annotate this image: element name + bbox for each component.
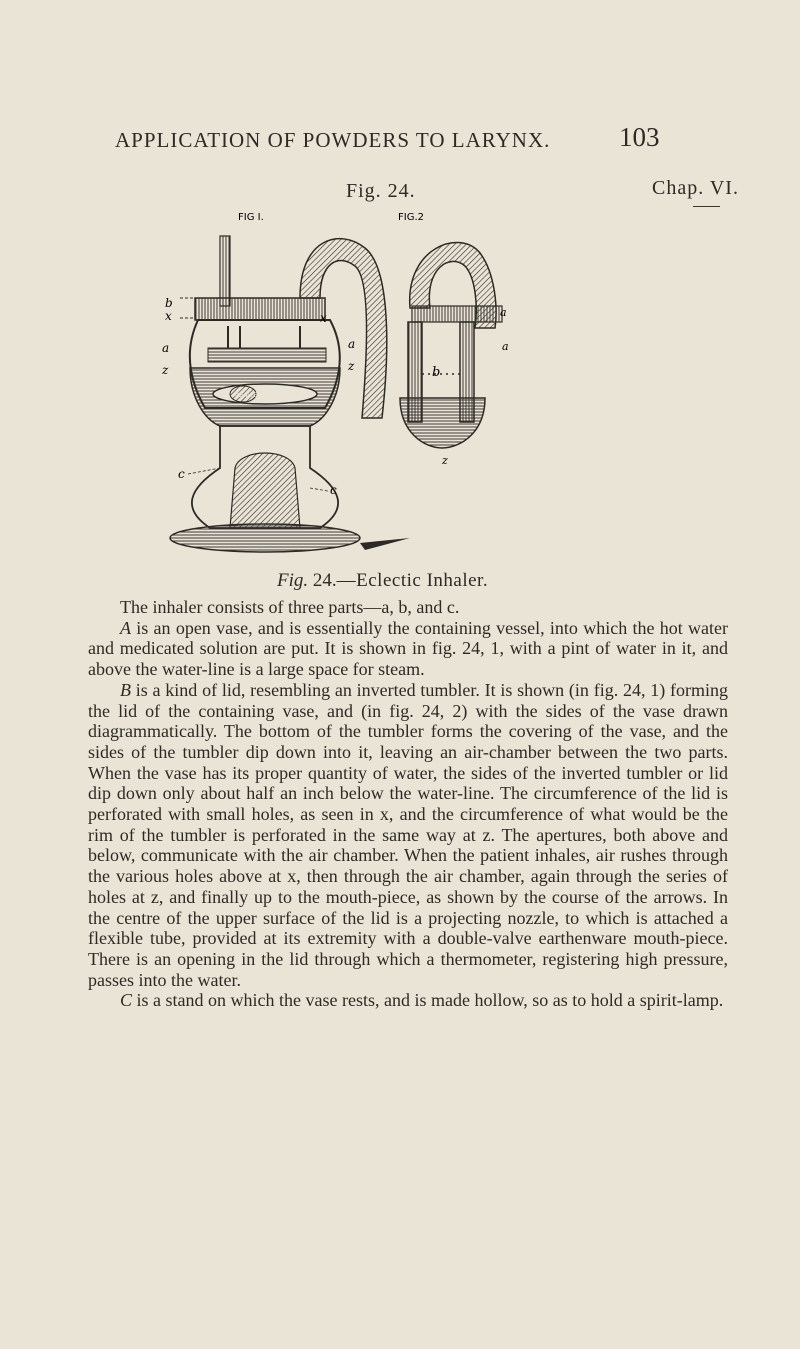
- plate-label: INHALER: [235, 392, 262, 399]
- label-z: z: [162, 363, 169, 377]
- label-b: b: [165, 296, 173, 310]
- paragraph-a: [88, 618, 728, 680]
- fig1-title: FIG I.: [238, 212, 264, 223]
- label-x: x: [165, 309, 172, 323]
- chapter-label: Chap. VI.: [652, 177, 739, 199]
- fig1-vase-drawing: [170, 236, 410, 552]
- caption-title: —Eclectic Inhaler.: [336, 570, 489, 591]
- label-a-fig2: a: [500, 306, 507, 319]
- label-z-right: z: [348, 359, 355, 373]
- caption-fig: Fig.: [277, 570, 309, 591]
- fig2-title: FIG.2: [398, 212, 424, 223]
- label-c-left: c: [178, 467, 185, 481]
- para-0-text: The inhaler consists of three parts—a, b, and c.: [120, 597, 460, 617]
- figure-caption: [277, 570, 488, 592]
- para-3-text: is a stand on which the vase rests, and is made hollow, so as to hold a spirit-lamp.: [132, 990, 724, 1011]
- chapter-rule: [693, 206, 720, 207]
- para-3-lead: C: [120, 990, 133, 1011]
- label-x-right: x: [320, 311, 327, 325]
- label-a-fig2-right: a: [502, 340, 509, 353]
- page-number: 103: [619, 122, 660, 152]
- para-1-lead: A: [120, 617, 131, 638]
- label-z-fig2: z: [442, 454, 448, 467]
- paragraph-c: [88, 990, 728, 1011]
- label-a: a: [162, 341, 170, 355]
- caption-num: 24.: [312, 570, 337, 591]
- para-2-text: is a kind of lid, resembling an inverted tumbler. It is shown (in fig. 24, 1) forming the lid of the containing vase, and (in fig. 24, 2) with the sides of the vase drawn diagrammatically. The bottom of the tumbler forms the covering of the vase, and the sides of the tumbler dip down into it, leaving an air-chamber between the two parts. When the vase has its proper quantity of water, the sides of the inverted tumbler or lid dip down only about half an inch below the water-line. The circumference of the lid is perforated with small holes, as seen in x, and the circumference of what would be the rim of the tumbler is perforated in the same way at z. The apertures, both above and below, communicate with the air chamber. When the patient inhales, air rushes through the various holes above at x, then through the air chamber, again through the series of holes at z, and finally up to the mouth-piece, as shown by the course of the arrows. In the centre of the upper surface of the lid is a projecting nozzle, to which is attached a flexible tube, provided at its extremity with a double-valve earthenware mouth-piece. There is an opening in the lid through which a thermometer, registering high pressure, passes into the water.: [88, 679, 728, 990]
- label-a-right: a: [348, 337, 356, 351]
- figure-label: Fig. 24.: [346, 180, 416, 202]
- inhaler-illustration: [150, 198, 550, 578]
- body-text: [88, 597, 728, 1011]
- paragraph-intro: [88, 597, 728, 618]
- label-b-fig2: b: [432, 365, 441, 380]
- para-1-text: is an open vase, and is essentially the containing vessel, into which the hot water and medicated solution are put. It is shown in fig. 24, 1, with a pint of water in it, and above the water-line is a large space for steam.: [88, 617, 728, 680]
- fig2-lid-drawing: [400, 242, 502, 448]
- running-head: APPLICATION OF POWDERS TO LARYNX.: [115, 128, 551, 152]
- label-c-right: c: [330, 483, 337, 497]
- para-2-lead: B: [120, 679, 131, 700]
- paragraph-b: [88, 680, 728, 991]
